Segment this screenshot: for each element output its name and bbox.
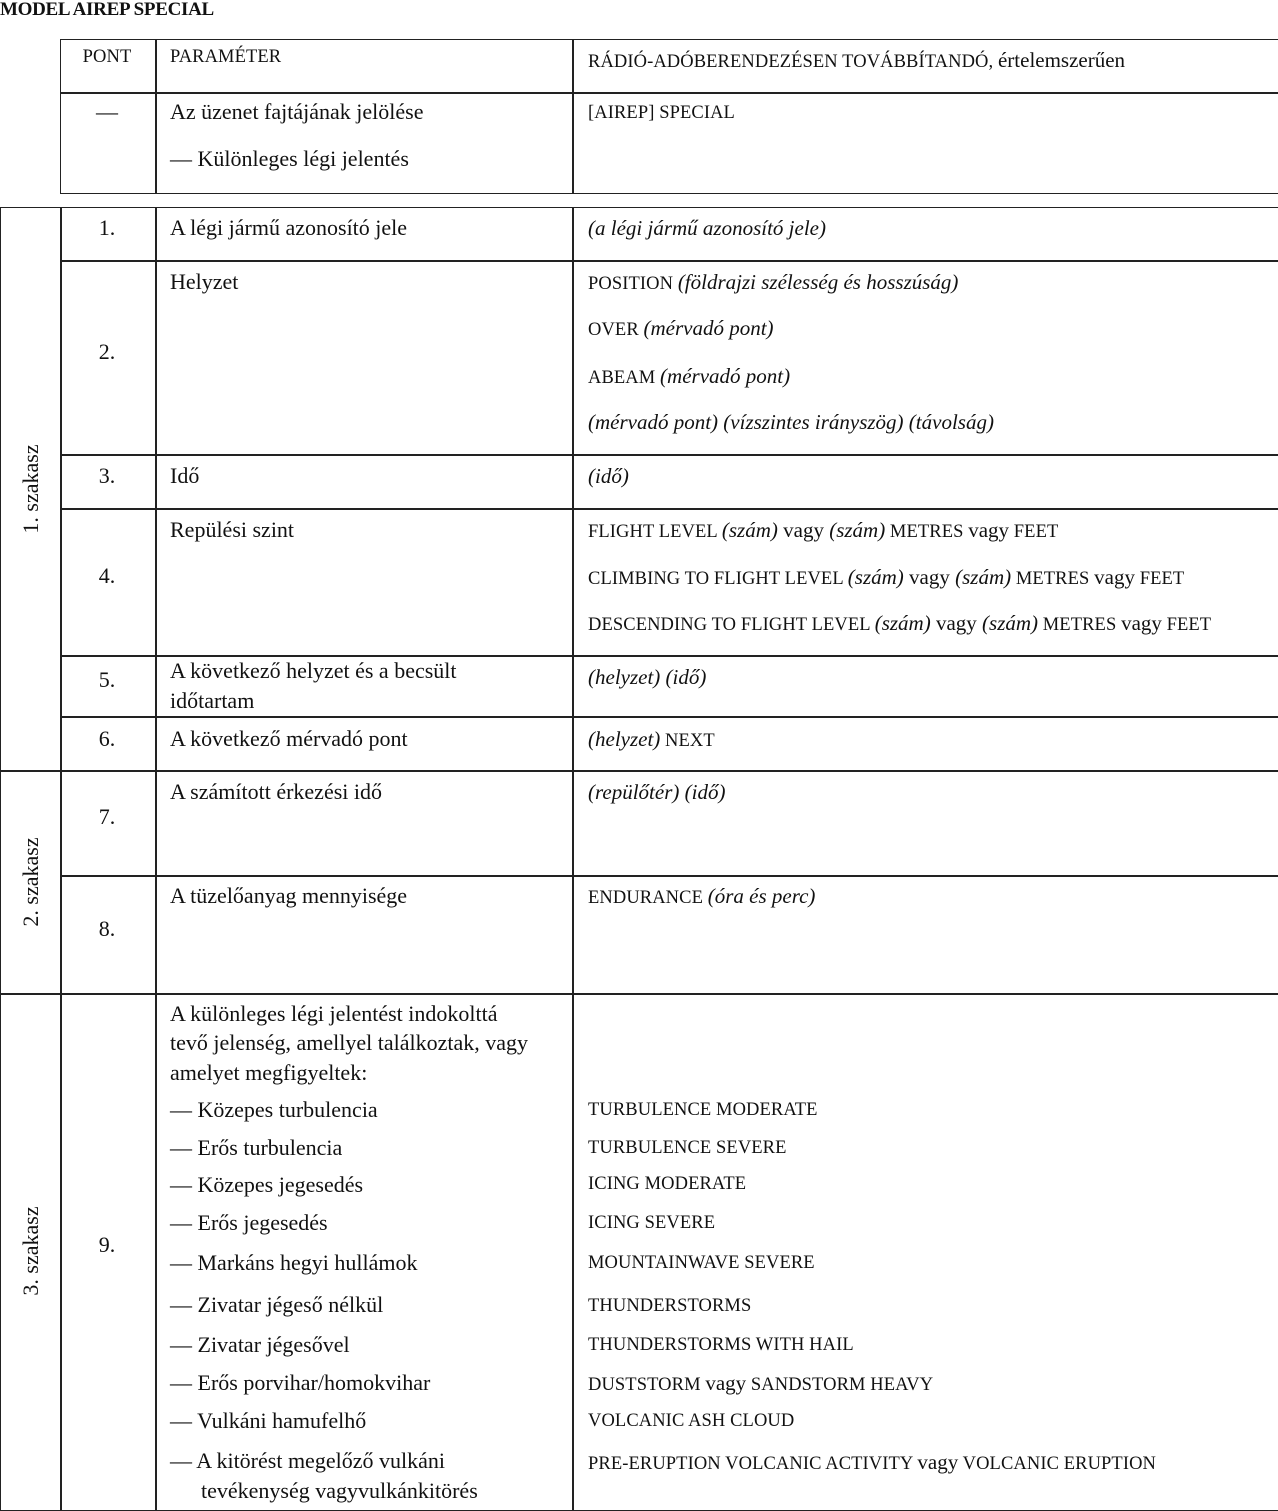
text-segment: vagy [968, 518, 1010, 542]
row-pont: 7. [98, 804, 116, 829]
row-value-line [588, 564, 1184, 592]
header-value [588, 47, 1125, 75]
text-segment: DESCENDING TO FLIGHT LEVEL [588, 615, 875, 635]
row-param-line: amelyet megfigyeltek: [170, 1060, 368, 1085]
row-param-line: A különleges légi jelentést indokolttá [170, 1001, 498, 1026]
row-value-line [588, 463, 629, 489]
text-segment: vagy [930, 611, 983, 635]
document-title: MODEL AIREP SPECIAL [0, 0, 214, 20]
row-value-line [588, 1406, 794, 1434]
row-pont: 4. [98, 563, 116, 588]
row-value-line [588, 269, 958, 297]
text-segment: (óra és perc) [707, 884, 816, 908]
text-segment: TURBULENCE MODERATE [588, 1100, 818, 1120]
text-segment: SANDSTORM HEAVY [746, 1375, 934, 1395]
row-value-line [588, 610, 1211, 638]
text-segment: FEET [1134, 569, 1185, 589]
row-param-line: Helyzet [170, 269, 239, 294]
row-value-line [588, 1291, 751, 1319]
header-parameter: PARAMÉTER [170, 47, 282, 67]
text-segment: (szám) [874, 611, 931, 635]
row-param-line: — A kitörést megelőző vulkáni [170, 1448, 445, 1473]
row-value-line [588, 726, 715, 754]
row-param-line: Idő [170, 463, 200, 488]
row-value-line [588, 779, 725, 805]
row-value-line [588, 1248, 815, 1276]
row-param-line: — Vulkáni hamufelhő [170, 1408, 367, 1433]
text-segment: NEXT [660, 731, 715, 751]
row-pont: 6. [98, 726, 116, 751]
text-segment: (repülőtér) (idő) [588, 780, 726, 804]
text-segment: CLIMBING TO FLIGHT LEVEL [588, 569, 848, 589]
text-segment: [AIREP] SPECIAL [588, 103, 735, 123]
row-cell-value [572, 454, 1278, 510]
row-param-line: — Erős turbulencia [170, 1135, 343, 1160]
row-param-line: — Közepes turbulencia [170, 1097, 378, 1122]
row-value-line [588, 664, 706, 690]
intro-value-line [588, 98, 735, 126]
section-label: 1. szakasz [18, 443, 43, 534]
text-segment: (helyzet) [588, 727, 661, 751]
intro-param-line: — Különleges légi jelentés [170, 146, 409, 171]
text-segment: (földrajzi szélesség és hosszúság) [677, 270, 959, 294]
row-param-line: — Közepes jegesedés [170, 1172, 364, 1197]
text-segment: RÁDIÓ-ADÓBERENDEZÉSEN TOVÁBBÍTANDÓ, [588, 52, 998, 72]
text-segment: (mérvadó pont) [660, 364, 791, 388]
text-segment: VOLCANIC ASH CLOUD [588, 1411, 795, 1431]
row-cell-parameter [155, 454, 574, 510]
row-param-line: A légi jármű azonosító jele [170, 215, 408, 240]
row-value-line [588, 1449, 1156, 1477]
text-segment: (szám) [982, 611, 1039, 635]
text-segment: (szám) [847, 565, 904, 589]
row-value-line [588, 1133, 787, 1161]
row-param-line: tevékenység vagyvulkánkitörés [201, 1478, 478, 1503]
intro-pont: — [96, 99, 118, 124]
row-value-line [588, 1370, 933, 1398]
row-value-line [588, 363, 790, 391]
text-segment: (szám) [955, 565, 1012, 589]
section-label: 3. szakasz [18, 1206, 43, 1296]
row-value-line [588, 1095, 818, 1123]
text-segment: (mérvadó pont) [643, 316, 774, 340]
row-param-line: tevő jelenség, amellyel találkoztak, vagy [170, 1030, 528, 1055]
row-pont: 2. [98, 339, 116, 364]
row-value-line [588, 1169, 746, 1197]
text-segment: FEET [1161, 615, 1212, 635]
text-segment: FLIGHT LEVEL [588, 522, 722, 542]
row-value-line [588, 409, 994, 435]
row-pont: 5. [98, 667, 116, 692]
text-segment: vagy [917, 1450, 959, 1474]
text-segment: (szám) [829, 518, 886, 542]
text-segment: OVER [588, 320, 644, 340]
row-value-line [588, 517, 1058, 545]
text-segment: THUNDERSTORMS WITH HAIL [588, 1335, 854, 1355]
row-pont: 1. [98, 215, 116, 240]
row-param-line: A következő helyzet és a becsült [170, 658, 457, 683]
text-segment: vagy [705, 1371, 747, 1395]
text-segment: METRES [1011, 569, 1095, 589]
text-segment: VOLCANIC ERUPTION [958, 1454, 1157, 1474]
row-param-line: — Zivatar jégeső nélkül [170, 1292, 384, 1317]
text-segment: FEET [1009, 522, 1059, 542]
text-segment: (a légi jármű azonosító jele) [588, 216, 826, 240]
row-pont: 8. [98, 916, 116, 941]
text-segment: THUNDERSTORMS [588, 1296, 752, 1316]
text-segment: értelemszerűen [997, 48, 1126, 72]
row-value-line [588, 215, 826, 241]
row-pont: 9. [98, 1232, 116, 1257]
text-segment: METRES [885, 522, 969, 542]
text-segment: vagy [903, 565, 956, 589]
text-segment: MOUNTAINWAVE SEVERE [588, 1253, 815, 1273]
row-value-line [588, 883, 815, 911]
text-segment: (helyzet) (idő) [588, 665, 707, 689]
text-segment: (idő) [588, 464, 629, 488]
row-param-line: A tüzelőanyag mennyisége [170, 883, 408, 908]
row-param-line: Repülési szint [170, 517, 295, 542]
row-value-line [588, 1330, 854, 1358]
row-param-line: — Zivatar jégesővel [170, 1332, 350, 1357]
row-param-line: időtartam [170, 688, 255, 713]
text-segment: PRE-ERUPTION VOLCANIC ACTIVITY [588, 1454, 918, 1474]
text-segment: METRES [1038, 615, 1122, 635]
text-segment: (szám) [721, 518, 778, 542]
text-segment: vagy [777, 518, 830, 542]
row-param-line: — Erős porvihar/homokvihar [170, 1370, 431, 1395]
text-segment: POSITION [588, 274, 678, 294]
text-segment: vagy [1121, 611, 1162, 635]
row-param-line: A számított érkezési idő [170, 779, 382, 804]
intro-param-line: Az üzenet fajtájának jelölése [170, 99, 424, 124]
row-param-line: A következő mérvadó pont [170, 726, 408, 751]
section-label: 2. szakasz [18, 836, 43, 927]
row-value-line [588, 1208, 715, 1236]
text-segment: ENDURANCE [588, 888, 708, 908]
text-segment: TURBULENCE SEVERE [588, 1138, 787, 1158]
text-segment: DUSTSTORM [588, 1375, 706, 1395]
header-pont: PONT [82, 47, 132, 67]
text-segment: ICING SEVERE [588, 1213, 716, 1233]
text-segment: ABEAM [588, 368, 661, 388]
row-param-line: — Erős jegesedés [170, 1210, 328, 1235]
row-pont: 3. [98, 463, 116, 488]
text-segment: (mérvadó pont) (vízszintes irányszög) (távolság) [588, 410, 994, 434]
text-segment: vagy [1094, 565, 1135, 589]
row-value-line [588, 315, 774, 343]
row-param-line: — Markáns hegyi hullámok [170, 1250, 418, 1275]
text-segment: ICING MODERATE [588, 1174, 747, 1194]
